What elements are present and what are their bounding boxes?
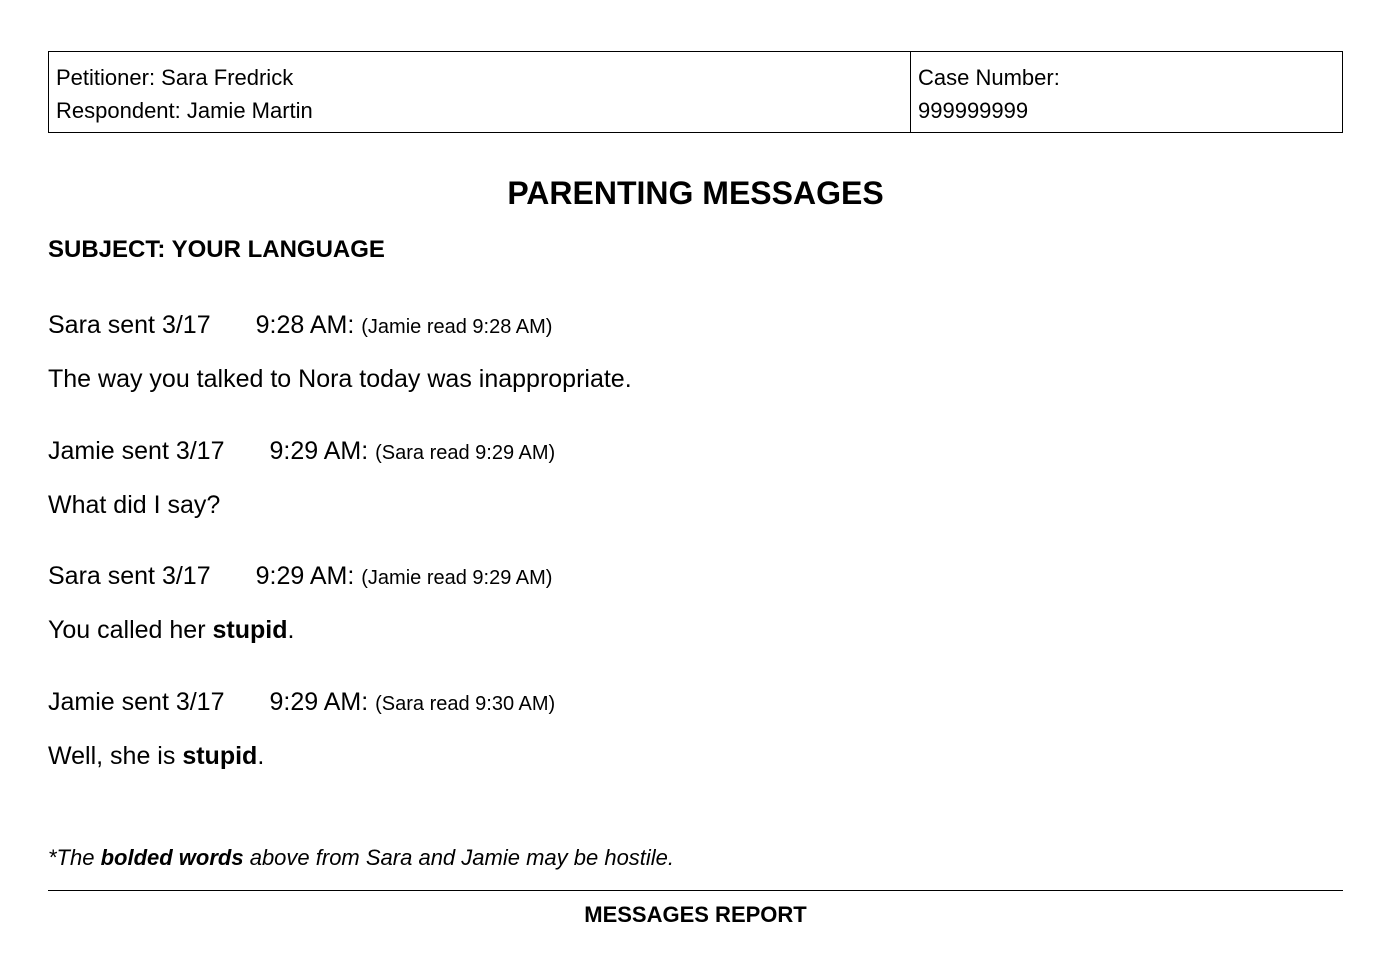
- footer-label: MESSAGES REPORT: [584, 902, 807, 927]
- message-body: [48, 486, 1343, 524]
- case-header-table: [48, 51, 1343, 133]
- message-body: [48, 360, 1343, 398]
- parties-cell: [49, 52, 911, 132]
- message-meta: [48, 557, 1343, 597]
- case-number-label: Case Number:: [918, 65, 1060, 90]
- case-number-value: 999999999: [918, 98, 1029, 123]
- hostility-footnote: [48, 843, 674, 873]
- message-time: 9:28 AM:: [255, 311, 355, 339]
- message-meta: [48, 432, 1343, 472]
- message-text-end: .: [257, 741, 265, 770]
- message-item: [48, 683, 1343, 809]
- message-text: Well, she is: [48, 741, 183, 770]
- message-read-receipt: (Sara read 9:29 AM): [375, 441, 556, 464]
- message-text: You called her: [48, 616, 213, 644]
- respondent-line: Respondent: Jamie Martin: [56, 98, 313, 123]
- message-sender-date: Sara sent 3/17: [48, 562, 211, 590]
- petitioner-line: Petitioner: Sara Fredrick: [56, 65, 294, 90]
- message-body: [48, 611, 1343, 649]
- case-number-cell: [911, 52, 1342, 132]
- message-read-receipt: (Jamie read 9:28 AM): [361, 316, 553, 338]
- footnote-suffix: above from Sara and Jamie may be hostile.: [243, 845, 675, 870]
- message-time: 9:29 AM:: [269, 436, 369, 465]
- message-item: [48, 306, 1343, 432]
- message-body: [48, 737, 1343, 775]
- message-sender-date: Jamie sent 3/17: [48, 436, 225, 465]
- message-sender-date: Jamie sent 3/17: [48, 687, 225, 716]
- message-item: [48, 432, 1343, 558]
- message-list: [48, 306, 1343, 808]
- footnote-prefix: *The: [48, 845, 101, 870]
- message-hostile-word: stupid: [182, 741, 258, 770]
- message-text-end: .: [287, 616, 295, 644]
- message-text: The way you talked to Nora today was inappropriate.: [48, 365, 632, 393]
- footer-divider: [48, 890, 1343, 891]
- footnote-bold: bolded words: [100, 845, 244, 870]
- subject-heading: SUBJECT: YOUR LANGUAGE: [48, 236, 385, 263]
- message-read-receipt: (Jamie read 9:29 AM): [361, 567, 553, 589]
- message-sender-date: Sara sent 3/17: [48, 311, 211, 339]
- message-meta: [48, 683, 1343, 723]
- message-meta: [48, 306, 1343, 346]
- message-text: What did I say?: [48, 490, 221, 519]
- page-title: PARENTING MESSAGES: [507, 175, 884, 211]
- message-item: [48, 557, 1343, 683]
- message-read-receipt: (Sara read 9:30 AM): [375, 692, 556, 715]
- report-page: [48, 51, 1343, 927]
- message-hostile-word: stupid: [212, 616, 288, 644]
- message-time: 9:29 AM:: [269, 687, 369, 716]
- message-time: 9:29 AM:: [255, 562, 355, 590]
